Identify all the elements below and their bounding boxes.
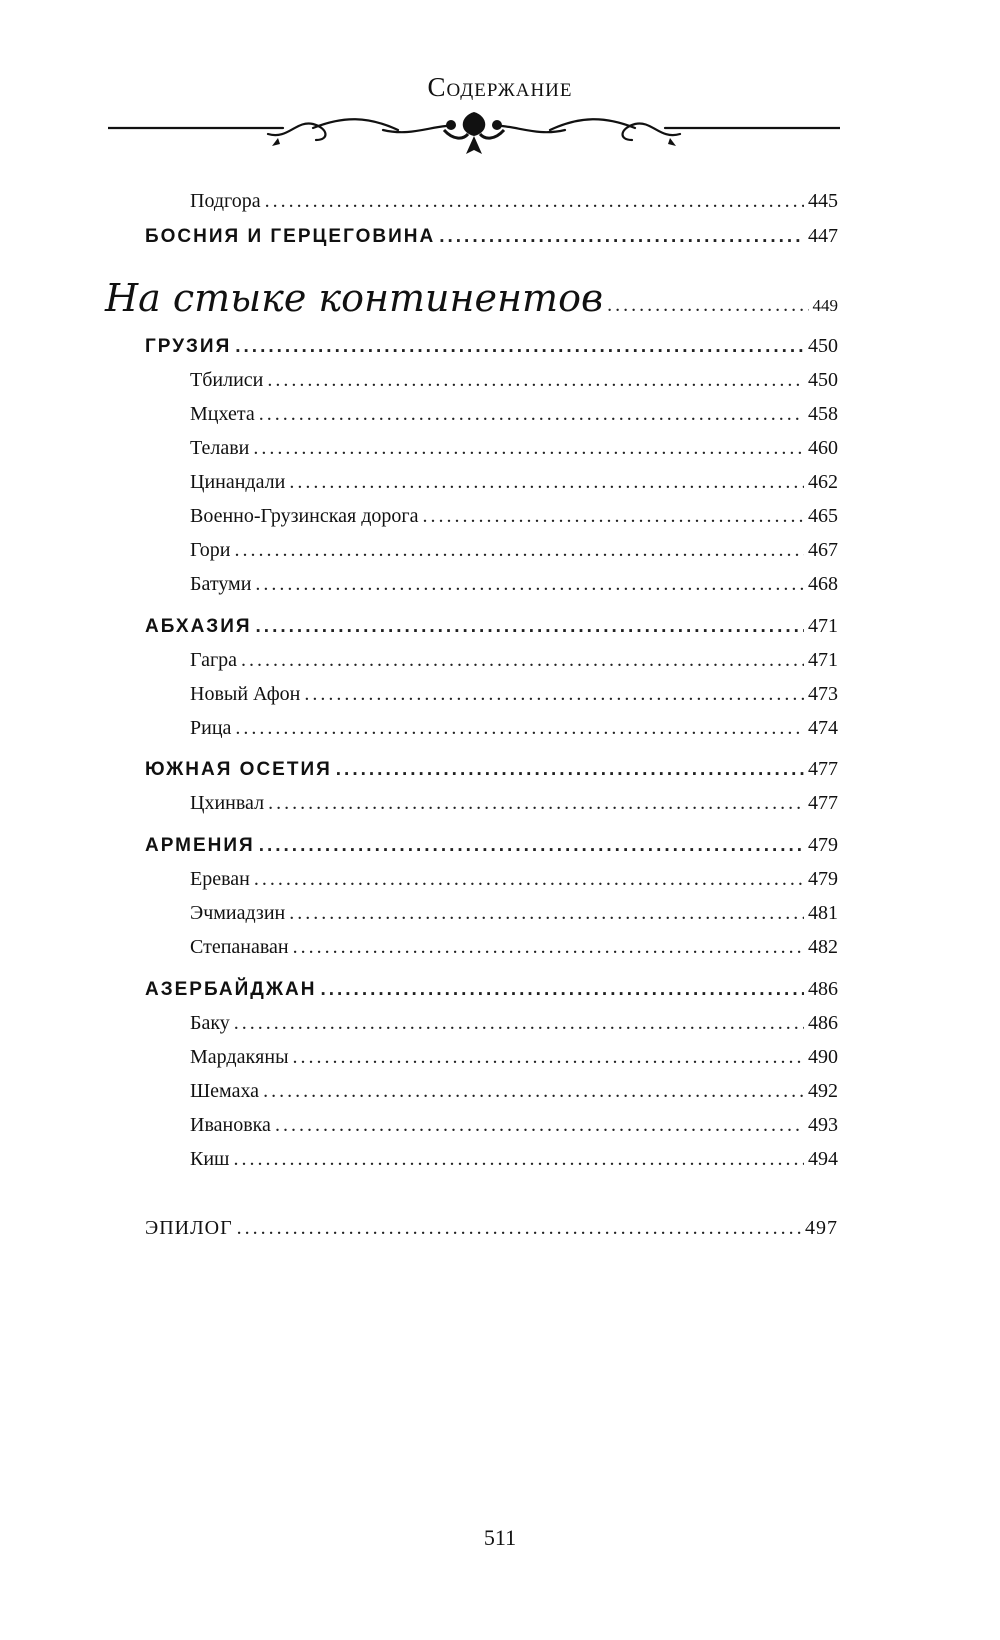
toc-entry-label: Ереван [190, 868, 250, 890]
toc-entry [190, 403, 838, 433]
dot-leader [255, 573, 804, 596]
toc-entry-page-number: 492 [808, 1080, 838, 1102]
toc-entry [145, 834, 838, 864]
toc-entry [145, 758, 838, 788]
toc-entry [190, 1012, 838, 1042]
page-number: 511 [483, 1525, 517, 1550]
dot-leader [267, 369, 804, 392]
dot-leader [607, 294, 808, 317]
toc-entry-page-number: 449 [812, 296, 838, 315]
toc-entry-page-number: 450 [808, 335, 838, 357]
toc-entry-label: Киш [190, 1148, 230, 1170]
toc-entry-label: Степанаван [190, 936, 289, 958]
toc-entry-label: Телави [190, 437, 250, 459]
dot-leader [289, 902, 804, 925]
toc-entry-page-number: 486 [808, 978, 838, 1000]
toc-entry-page-number: 479 [808, 834, 838, 856]
toc-entry [190, 369, 838, 399]
toc-entry [190, 683, 838, 713]
toc-entry-page-number: 458 [808, 403, 838, 425]
toc-entry [190, 539, 838, 569]
dot-leader [439, 226, 804, 248]
toc-entry [190, 936, 838, 966]
dot-leader [235, 336, 804, 358]
dot-leader [256, 616, 804, 638]
dot-leader [265, 190, 804, 213]
toc-entry-label: Баку [190, 1012, 230, 1034]
toc-entry-label: Мардакяны [190, 1046, 289, 1068]
dot-leader [268, 792, 804, 815]
dot-leader [233, 1148, 804, 1171]
toc-entry-page-number: 477 [808, 758, 838, 780]
toc-part-heading [105, 276, 838, 326]
toc-entry-label: Подгора [190, 190, 261, 212]
page-title: Содержание [427, 72, 573, 102]
toc-entry-label: АРМЕНИЯ [145, 835, 255, 856]
toc-entry-label: Мцхета [190, 403, 255, 425]
dot-leader [275, 1114, 804, 1137]
toc-entry [145, 978, 838, 1008]
toc-entry-label: Цхинвал [190, 792, 265, 814]
dot-leader [235, 539, 804, 562]
toc-entry-page-number: 467 [808, 539, 838, 561]
dot-leader [293, 936, 804, 959]
toc-entry-page-number: 479 [808, 868, 838, 890]
toc-entry-label: Гагра [190, 649, 238, 671]
toc-entry-page-number: 471 [808, 649, 838, 671]
toc-entry-label: Шемаха [190, 1080, 260, 1102]
toc-entry-label: АБХАЗИЯ [145, 616, 252, 637]
toc-entry-label: На стыке континентов [105, 276, 604, 320]
toc-entry [190, 1114, 838, 1144]
toc-entry-page-number: 494 [808, 1148, 838, 1170]
dot-leader [241, 649, 804, 672]
toc-entry-page-number: 450 [808, 369, 838, 391]
toc-entry [190, 868, 838, 898]
toc-entry-page-number: 471 [808, 615, 838, 637]
toc-entry-page-number: 445 [808, 190, 838, 212]
dot-leader [235, 717, 804, 740]
toc-entry [190, 902, 838, 932]
toc-entry-label: ЮЖНАЯ ОСЕТИЯ [145, 759, 332, 780]
toc-entry-label: Рица [190, 717, 232, 739]
toc-entry [190, 190, 838, 220]
toc-entry-label: Батуми [190, 573, 252, 595]
toc-entry-page-number: 490 [808, 1046, 838, 1068]
toc-entry-page-number: 447 [808, 225, 838, 247]
toc-entry [190, 437, 838, 467]
toc-entry [190, 1046, 838, 1076]
toc-entry [190, 1148, 838, 1178]
toc-entry-label: АЗЕРБАЙДЖАН [145, 979, 317, 1000]
toc-entry-label: Тбилиси [190, 369, 264, 391]
toc-entry [145, 615, 838, 645]
dot-leader [263, 1080, 804, 1103]
toc-entry [190, 471, 838, 501]
toc-entry-label: ЭПИЛОГ [145, 1217, 233, 1239]
toc-entry-page-number: 468 [808, 573, 838, 595]
toc-entry-label: ГРУЗИЯ [145, 336, 232, 357]
toc-entry [190, 573, 838, 603]
toc-entry-label: Цинандали [190, 471, 286, 493]
dot-leader [259, 403, 804, 426]
toc-entry-label: Военно-Грузинская дорога [190, 505, 419, 527]
toc-entry-page-number: 462 [808, 471, 838, 493]
toc-entry [190, 792, 838, 822]
dot-leader [423, 505, 805, 528]
toc-entry-page-number: 486 [808, 1012, 838, 1034]
dot-leader [234, 1012, 804, 1035]
toc-entry-label: Гори [190, 539, 231, 561]
toc-entry-page-number: 460 [808, 437, 838, 459]
toc-entry-label: Эчмиадзин [190, 902, 286, 924]
toc-entry-page-number: 481 [808, 902, 838, 924]
dot-leader [304, 683, 804, 706]
toc-entry-page-number: 482 [808, 936, 838, 958]
dot-leader [254, 868, 804, 891]
toc-entry-page-number: 477 [808, 792, 838, 814]
toc-entry [145, 335, 838, 365]
toc-entry-label: БОСНИЯ И ГЕРЦЕГОВИНА [145, 226, 436, 247]
toc-entry [190, 1080, 838, 1110]
toc-entry [190, 717, 838, 747]
toc-entry [145, 1217, 838, 1247]
dot-leader [253, 437, 804, 460]
toc-entry-page-number: 493 [808, 1114, 838, 1136]
toc-entry-page-number: 465 [808, 505, 838, 527]
dot-leader [293, 1046, 804, 1069]
toc-entry [190, 505, 838, 535]
dot-leader [320, 979, 804, 1001]
dot-leader [336, 759, 804, 781]
toc-entry [145, 225, 838, 255]
dot-leader [237, 1217, 801, 1240]
toc-entry-page-number: 473 [808, 683, 838, 705]
toc-entry-page-number: 497 [805, 1217, 838, 1239]
decorative-flourish-divider [108, 110, 840, 174]
toc-entry-label: Ивановка [190, 1114, 271, 1136]
dot-leader [259, 835, 804, 857]
dot-leader [289, 471, 804, 494]
toc-entry [190, 649, 838, 679]
toc-entry-page-number: 474 [808, 717, 838, 739]
toc-entry-label: Новый Афон [190, 683, 301, 705]
